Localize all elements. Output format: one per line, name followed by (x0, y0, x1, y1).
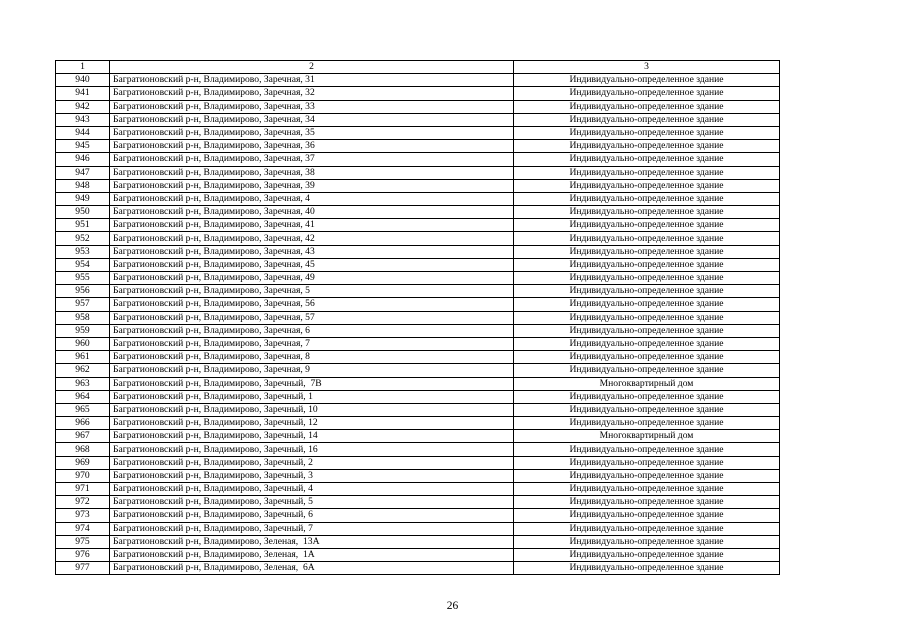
address-cell: Багратионовский р-н, Владимирово, Заречная, 32 (110, 87, 514, 100)
row-number-cell: 968 (56, 443, 110, 456)
page-number: 26 (446, 600, 459, 612)
row-number-cell: 966 (56, 417, 110, 430)
building-type-cell: Индивидуально-определенное здание (514, 285, 780, 298)
table-row (56, 509, 780, 522)
address-cell: Багратионовский р-н, Владимирово, Заречный, 6 (110, 509, 514, 522)
table-row (56, 443, 780, 456)
row-number-cell: 967 (56, 430, 110, 443)
building-type-cell: Индивидуально-определенное здание (514, 192, 780, 205)
building-type-cell: Индивидуально-определенное здание (514, 126, 780, 139)
row-number-cell: 970 (56, 469, 110, 482)
building-type-cell: Индивидуально-определенное здание (514, 232, 780, 245)
address-cell: Багратионовский р-н, Владимирово, Заречная, 43 (110, 245, 514, 258)
building-type-cell: Индивидуально-определенное здание (514, 166, 780, 179)
row-number-cell: 957 (56, 298, 110, 311)
building-type-cell: Индивидуально-определенное здание (514, 351, 780, 364)
building-type-cell: Индивидуально-определенное здание (514, 219, 780, 232)
address-cell: Багратионовский р-н, Владимирово, Заречная, 40 (110, 206, 514, 219)
row-number-cell: 977 (56, 562, 110, 575)
address-cell: Багратионовский р-н, Владимирово, Заречная, 6 (110, 324, 514, 337)
row-number-cell: 961 (56, 351, 110, 364)
table-row (56, 403, 780, 416)
table-row (56, 298, 780, 311)
table-row (56, 153, 780, 166)
table-row (56, 311, 780, 324)
building-type-cell: Индивидуально-определенное здание (514, 87, 780, 100)
row-number-cell: 949 (56, 192, 110, 205)
address-cell: Багратионовский р-н, Владимирово, Заречная, 41 (110, 219, 514, 232)
table-row (56, 456, 780, 469)
building-type-cell: Индивидуально-определенное здание (514, 179, 780, 192)
row-number-cell: 971 (56, 483, 110, 496)
address-cell: Багратионовский р-н, Владимирово, Зеленая, 13А (110, 535, 514, 548)
table-row (56, 245, 780, 258)
building-type-cell: Индивидуально-определенное здание (514, 456, 780, 469)
table-row (56, 496, 780, 509)
register-table (55, 60, 780, 575)
address-cell: Багратионовский р-н, Владимирово, Заречный, 14 (110, 430, 514, 443)
row-number-cell: 951 (56, 219, 110, 232)
table-row (56, 469, 780, 482)
building-type-cell: Индивидуально-определенное здание (514, 245, 780, 258)
building-type-cell: Индивидуально-определенное здание (514, 364, 780, 377)
building-type-cell: Многоквартирный дом (514, 430, 780, 443)
row-number-cell: 956 (56, 285, 110, 298)
address-cell: Багратионовский р-н, Владимирово, Заречная, 35 (110, 126, 514, 139)
row-number-cell: 962 (56, 364, 110, 377)
address-cell: Багратионовский р-н, Владимирово, Заречная, 36 (110, 140, 514, 153)
building-type-cell: Индивидуально-определенное здание (514, 522, 780, 535)
address-cell: Багратионовский р-н, Владимирово, Заречная, 34 (110, 113, 514, 126)
table-row (56, 166, 780, 179)
row-number-cell: 965 (56, 403, 110, 416)
building-type-cell: Индивидуально-определенное здание (514, 324, 780, 337)
address-cell: Багратионовский р-н, Владимирово, Заречная, 45 (110, 258, 514, 271)
table-row (56, 285, 780, 298)
table-row (56, 126, 780, 139)
address-cell: Багратионовский р-н, Владимирово, Заречная, 4 (110, 192, 514, 205)
table-row (56, 364, 780, 377)
address-cell: Багратионовский р-н, Владимирово, Заречная, 33 (110, 100, 514, 113)
address-cell: Багратионовский р-н, Владимирово, Заречная, 8 (110, 351, 514, 364)
row-number-cell: 964 (56, 390, 110, 403)
building-type-cell: Индивидуально-определенное здание (514, 258, 780, 271)
table-row (56, 192, 780, 205)
building-type-cell: Индивидуально-определенное здание (514, 140, 780, 153)
row-number-cell: 972 (56, 496, 110, 509)
row-number-cell: 954 (56, 258, 110, 271)
table-row (56, 430, 780, 443)
address-cell: Багратионовский р-н, Владимирово, Заречная, 9 (110, 364, 514, 377)
row-number-cell: 950 (56, 206, 110, 219)
address-cell: Багратионовский р-н, Владимирово, Зеленая, 1А (110, 548, 514, 561)
table-header-row (56, 61, 780, 74)
table-row (56, 87, 780, 100)
table-row (56, 179, 780, 192)
address-cell: Багратионовский р-н, Владимирово, Заречный, 4 (110, 483, 514, 496)
row-number-cell: 940 (56, 74, 110, 87)
register-table-body (56, 61, 780, 575)
address-cell: Багратионовский р-н, Владимирово, Заречная, 39 (110, 179, 514, 192)
building-type-cell: Индивидуально-определенное здание (514, 469, 780, 482)
building-type-cell: Индивидуально-определенное здание (514, 509, 780, 522)
table-row (56, 232, 780, 245)
row-number-cell: 959 (56, 324, 110, 337)
building-type-cell: Индивидуально-определенное здание (514, 483, 780, 496)
building-type-cell: Индивидуально-определенное здание (514, 417, 780, 430)
header-cell-3: 3 (514, 61, 780, 74)
address-cell: Багратионовский р-н, Владимирово, Заречная, 42 (110, 232, 514, 245)
address-cell: Багратионовский р-н, Владимирово, Заречный, 3 (110, 469, 514, 482)
building-type-cell: Индивидуально-определенное здание (514, 562, 780, 575)
row-number-cell: 948 (56, 179, 110, 192)
row-number-cell: 942 (56, 100, 110, 113)
building-type-cell: Индивидуально-определенное здание (514, 403, 780, 416)
table-row (56, 417, 780, 430)
building-type-cell: Индивидуально-определенное здание (514, 298, 780, 311)
building-type-cell: Индивидуально-определенное здание (514, 272, 780, 285)
table-row (56, 206, 780, 219)
table-row (56, 351, 780, 364)
row-number-cell: 974 (56, 522, 110, 535)
table-row (56, 483, 780, 496)
table-row (56, 258, 780, 271)
address-cell: Багратионовский р-н, Владимирово, Заречный, 5 (110, 496, 514, 509)
header-cell-1: 1 (56, 61, 110, 74)
address-cell: Багратионовский р-н, Владимирово, Заречная, 49 (110, 272, 514, 285)
building-type-cell: Индивидуально-определенное здание (514, 337, 780, 350)
row-number-cell: 952 (56, 232, 110, 245)
row-number-cell: 946 (56, 153, 110, 166)
row-number-cell: 975 (56, 535, 110, 548)
table-row (56, 377, 780, 390)
address-cell: Багратионовский р-н, Владимирово, Заречная, 37 (110, 153, 514, 166)
table-row (56, 219, 780, 232)
table-row (56, 562, 780, 575)
row-number-cell: 969 (56, 456, 110, 469)
address-cell: Багратионовский р-н, Владимирово, Заречный, 12 (110, 417, 514, 430)
table-row (56, 535, 780, 548)
address-cell: Багратионовский р-н, Владимирово, Заречный, 16 (110, 443, 514, 456)
building-type-cell: Многоквартирный дом (514, 377, 780, 390)
row-number-cell: 960 (56, 337, 110, 350)
address-cell: Багратионовский р-н, Владимирово, Зеленая, 6А (110, 562, 514, 575)
building-type-cell: Индивидуально-определенное здание (514, 548, 780, 561)
row-number-cell: 953 (56, 245, 110, 258)
table-row (56, 548, 780, 561)
row-number-cell: 963 (56, 377, 110, 390)
building-type-cell: Индивидуально-определенное здание (514, 311, 780, 324)
row-number-cell: 944 (56, 126, 110, 139)
row-number-cell: 976 (56, 548, 110, 561)
table-row (56, 337, 780, 350)
address-cell: Багратионовский р-н, Владимирово, Заречная, 5 (110, 285, 514, 298)
building-type-cell: Индивидуально-определенное здание (514, 153, 780, 166)
address-cell: Багратионовский р-н, Владимирово, Заречная, 31 (110, 74, 514, 87)
table-row (56, 272, 780, 285)
row-number-cell: 958 (56, 311, 110, 324)
table-row (56, 74, 780, 87)
table-row (56, 100, 780, 113)
address-cell: Багратионовский р-н, Владимирово, Заречная, 57 (110, 311, 514, 324)
building-type-cell: Индивидуально-определенное здание (514, 496, 780, 509)
address-cell: Багратионовский р-н, Владимирово, Заречный, 10 (110, 403, 514, 416)
row-number-cell: 945 (56, 140, 110, 153)
address-cell: Багратионовский р-н, Владимирово, Заречный, 2 (110, 456, 514, 469)
building-type-cell: Индивидуально-определенное здание (514, 390, 780, 403)
row-number-cell: 941 (56, 87, 110, 100)
row-number-cell: 973 (56, 509, 110, 522)
table-row (56, 324, 780, 337)
building-type-cell: Индивидуально-определенное здание (514, 100, 780, 113)
address-cell: Багратионовский р-н, Владимирово, Заречный, 1 (110, 390, 514, 403)
address-cell: Багратионовский р-н, Владимирово, Заречная, 56 (110, 298, 514, 311)
building-type-cell: Индивидуально-определенное здание (514, 113, 780, 126)
address-cell: Багратионовский р-н, Владимирово, Заречный, 7В (110, 377, 514, 390)
address-cell: Багратионовский р-н, Владимирово, Заречная, 38 (110, 166, 514, 179)
table-row (56, 140, 780, 153)
table-row (56, 113, 780, 126)
row-number-cell: 955 (56, 272, 110, 285)
address-cell: Багратионовский р-н, Владимирово, Заречный, 7 (110, 522, 514, 535)
table-row (56, 522, 780, 535)
building-type-cell: Индивидуально-определенное здание (514, 74, 780, 87)
row-number-cell: 947 (56, 166, 110, 179)
address-cell: Багратионовский р-н, Владимирово, Заречная, 7 (110, 337, 514, 350)
building-type-cell: Индивидуально-определенное здание (514, 206, 780, 219)
row-number-cell: 943 (56, 113, 110, 126)
table-row (56, 390, 780, 403)
building-type-cell: Индивидуально-определенное здание (514, 443, 780, 456)
header-cell-2: 2 (110, 61, 514, 74)
building-type-cell: Индивидуально-определенное здание (514, 535, 780, 548)
